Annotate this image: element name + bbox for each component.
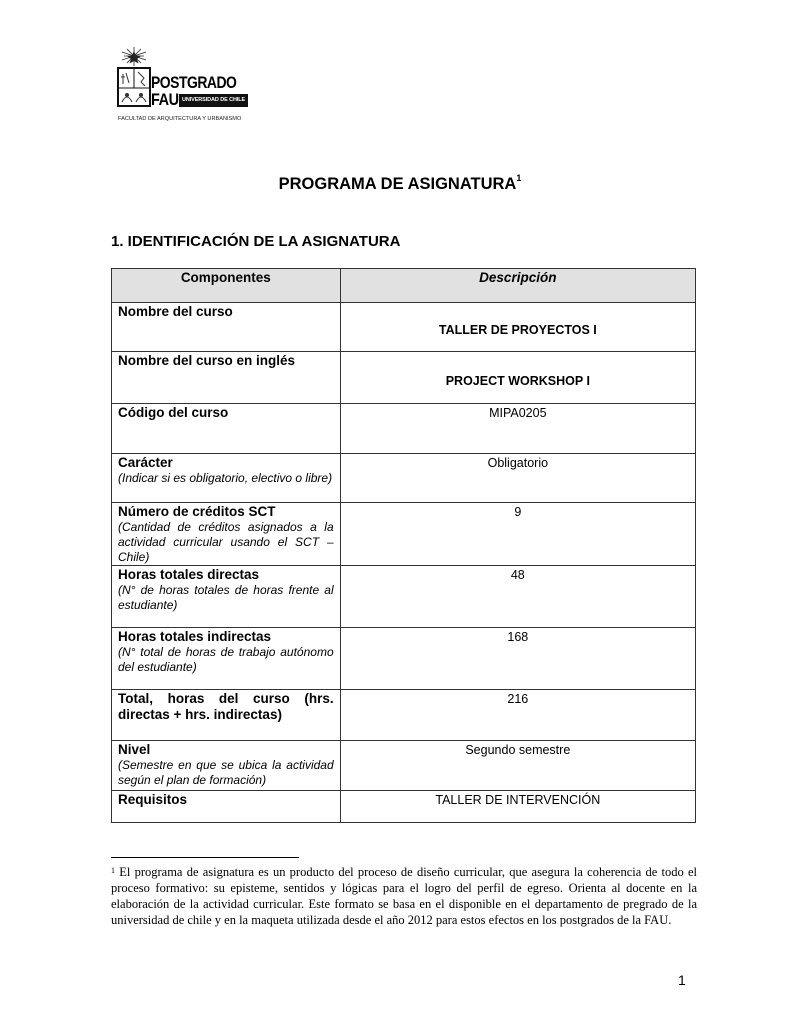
table-header-row bbox=[112, 269, 696, 303]
table-row bbox=[112, 303, 696, 352]
table-row bbox=[112, 566, 696, 628]
header-components: Componentes bbox=[112, 269, 341, 303]
table-row bbox=[112, 690, 696, 741]
table-row bbox=[112, 404, 696, 454]
row-label: Horas totales indirectas bbox=[118, 629, 272, 644]
row-label-cell bbox=[112, 566, 341, 628]
row-label: Carácter bbox=[118, 455, 173, 470]
row-label: Nombre del curso bbox=[118, 304, 233, 319]
footnote bbox=[111, 864, 697, 928]
footnote-separator bbox=[111, 857, 299, 858]
row-label-cell bbox=[112, 404, 341, 454]
row-label: Nombre del curso en inglés bbox=[118, 353, 296, 368]
footnote-mark: 1 bbox=[111, 866, 115, 875]
logo-postgrado-text: POSTGRADO bbox=[151, 73, 237, 92]
footnote-text: El programa de asignatura es un producto del proceso de diseño curricular, que asegura la coherencia de todo el proceso formativo: su episteme, sentidos y lógicas para el logro del perfil de egreso. Orienta al docente en la elaboración de la actividad curricular. Este formato se basa en el disponible en el departamento de pregrado de la universidad de chile y en la maqueta utilizada desde el año 2012 para estos efectos en los postgrados de la FAU. bbox=[111, 865, 698, 927]
row-label: Requisitos bbox=[118, 792, 188, 807]
row-label: Código del curso bbox=[118, 405, 229, 420]
row-note: (N° de horas totales de horas frente al estudiante) bbox=[118, 583, 334, 612]
row-label: Total, horas del curso (hrs. directas + hrs. indirectas) bbox=[118, 691, 334, 722]
row-value: Obligatorio bbox=[340, 454, 695, 503]
table-row bbox=[112, 628, 696, 690]
row-label-cell bbox=[112, 503, 341, 566]
row-note: (Cantidad de créditos asignados a la actividad curricular usando el SCT – Chile) bbox=[118, 520, 334, 564]
row-note: (Semestre en que se ubica la actividad según el plan de formación) bbox=[118, 758, 334, 787]
row-value: TALLER DE INTERVENCIÓN bbox=[340, 791, 695, 823]
row-note: (Indicar si es obligatorio, electivo o libre) bbox=[118, 471, 333, 485]
row-value: Segundo semestre bbox=[340, 741, 695, 791]
table-row bbox=[112, 352, 696, 404]
university-crest-icon bbox=[116, 46, 152, 108]
section-heading: 1. IDENTIFICACIÓN DE LA ASIGNATURA bbox=[111, 233, 401, 250]
row-label: Nivel bbox=[118, 742, 151, 757]
header-description: Descripción bbox=[340, 269, 695, 303]
row-value: MIPA0205 bbox=[340, 404, 695, 454]
row-note: (N° total de horas de trabajo autónomo del estudiante) bbox=[118, 645, 334, 674]
postgrado-fau-logo bbox=[110, 44, 246, 126]
page-title-text: PROGRAMA DE ASIGNATURA bbox=[278, 175, 517, 193]
row-label-cell bbox=[112, 454, 341, 503]
row-label-cell bbox=[112, 628, 341, 690]
table-row bbox=[112, 741, 696, 791]
identification-table bbox=[111, 268, 696, 823]
row-value: TALLER DE PROYECTOS I bbox=[340, 303, 695, 352]
row-label: Horas totales directas bbox=[118, 567, 260, 582]
row-value: 168 bbox=[340, 628, 695, 690]
row-label-cell bbox=[112, 303, 341, 352]
row-label-cell bbox=[112, 690, 341, 741]
row-value: 216 bbox=[340, 690, 695, 741]
table-row bbox=[112, 454, 696, 503]
row-label-cell bbox=[112, 352, 341, 404]
row-label-cell bbox=[112, 741, 341, 791]
row-value: PROJECT WORKSHOP I bbox=[340, 352, 695, 404]
row-value: 9 bbox=[340, 503, 695, 566]
logo-faculty-subtitle: FACULTAD DE ARQUITECTURA Y URBANISMO bbox=[118, 116, 242, 122]
table-row bbox=[112, 791, 696, 823]
row-value: 48 bbox=[340, 566, 695, 628]
table-row bbox=[112, 503, 696, 566]
page-number: 1 bbox=[678, 972, 686, 988]
logo-uchile-badge: UNIVERSIDAD DE CHILE bbox=[179, 94, 248, 107]
page-title bbox=[0, 175, 800, 194]
title-footnote-mark: 1 bbox=[516, 173, 522, 183]
logo-fau-text: FAU bbox=[151, 90, 179, 109]
row-label-cell bbox=[112, 791, 341, 823]
row-label: Número de créditos SCT bbox=[118, 504, 276, 519]
